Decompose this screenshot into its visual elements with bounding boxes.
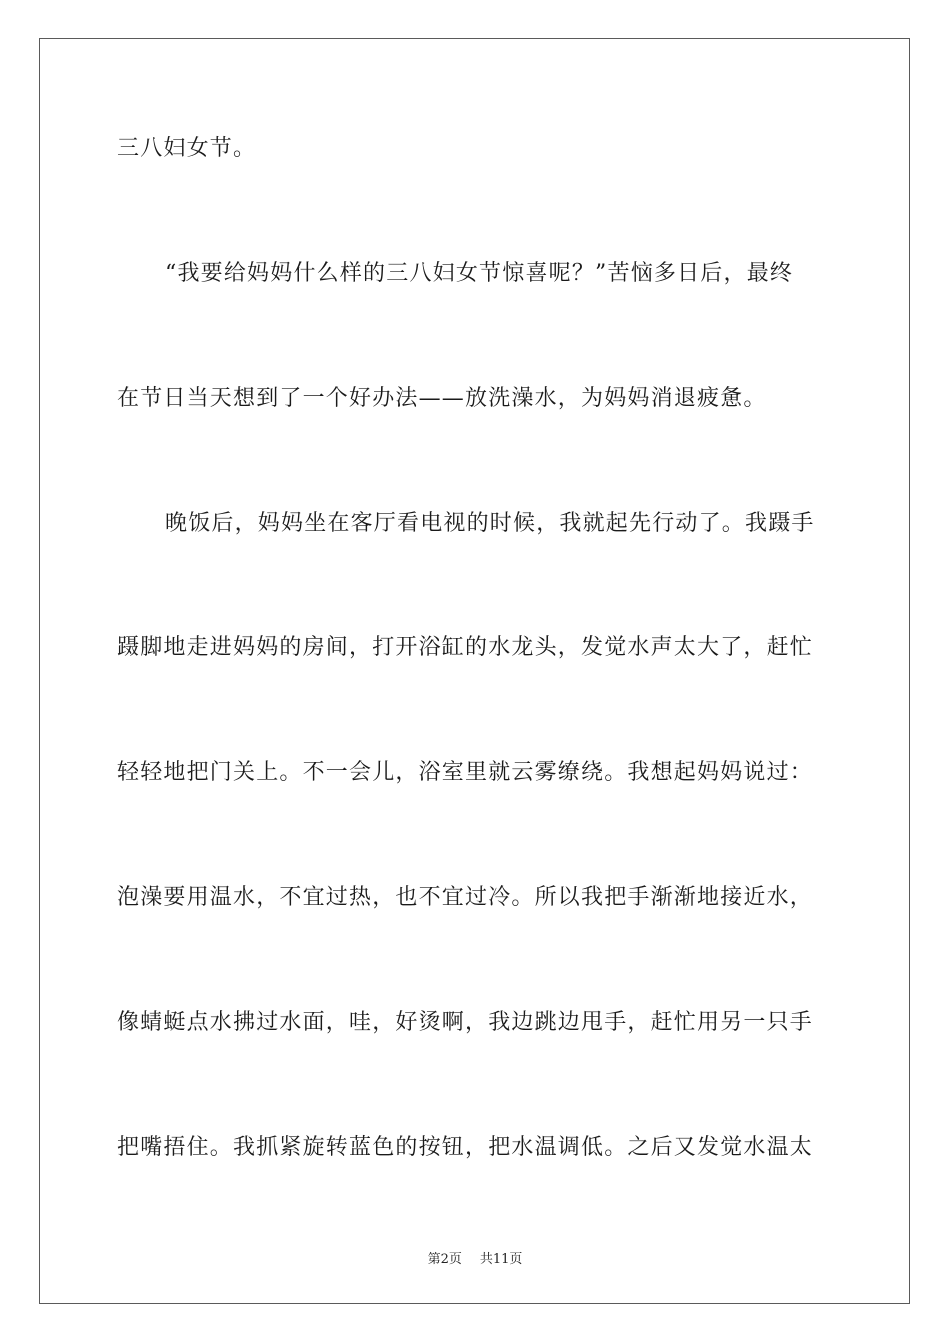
text-line: 轻轻地把门关上。不一会儿，浴室里就云雾缭绕。我想起妈妈说过：	[117, 760, 814, 785]
paragraph-first-line: 晚饭后，妈妈坐在客厅看电视的时候，我就起先行动了。我蹑手	[165, 511, 815, 536]
page-number: 第2页	[427, 1252, 462, 1267]
text-line: 三八妇女节。	[117, 136, 257, 161]
text-line: 蹑脚地走进妈妈的房间，打开浴缸的水龙头，发觉水声太大了，赶忙	[117, 635, 814, 660]
page-border	[39, 38, 910, 1304]
text-line: 把嘴捂住。我抓紧旋转蓝色的按钮，把水温调低。之后又发觉水温太	[117, 1135, 814, 1160]
text-line: 像蜻蜓点水拂过水面，哇，好烫啊，我边跳边甩手，赶忙用另一只手	[117, 1010, 814, 1035]
page-footer	[0, 1248, 950, 1267]
total-pages: 共11页	[479, 1252, 523, 1267]
text-line: 在节日当天想到了一个好办法——放洗澡水，为妈妈消退疲惫。	[117, 386, 767, 411]
text-line: 泡澡要用温水，不宜过热，也不宜过冷。所以我把手渐渐地接近水，	[117, 885, 814, 910]
paragraph-first-line: “我要给妈妈什么样的三八妇女节惊喜呢？”苦恼多日后，最终	[165, 261, 794, 286]
